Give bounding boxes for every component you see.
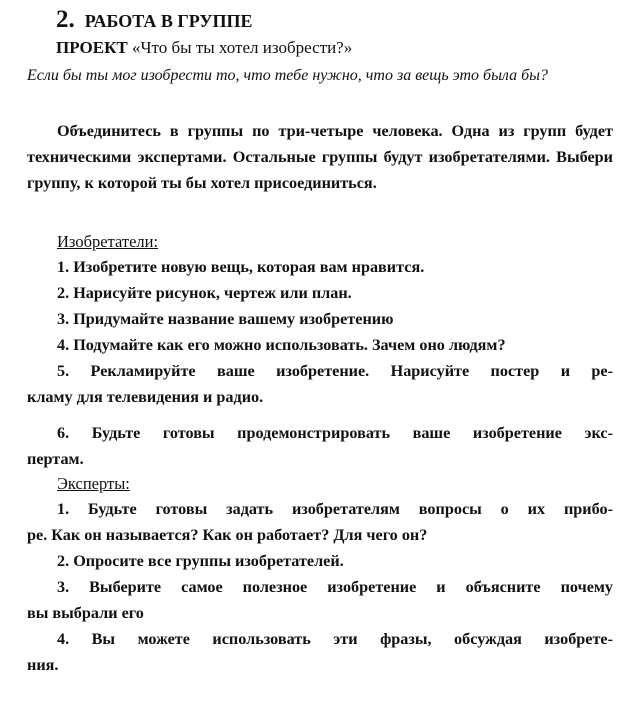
experts-item-continued: ния.	[27, 656, 59, 674]
project-line	[56, 38, 352, 58]
inventors-item: 5. Рекламируйте ваше изобретение. Нарисуйте постер и ре-	[57, 362, 613, 380]
experts-item-continued: вы выбрали его	[27, 604, 144, 622]
section-number: 2.	[56, 6, 75, 33]
experts-item: 3. Выберите самое полезное изобретение и объясните почему	[57, 578, 613, 596]
section-title: РАБОТА В ГРУППЕ	[84, 11, 253, 31]
experts-item: 2. Опросите все группы изобретателей.	[57, 552, 344, 570]
experts-item: 1. Будьте готовы задать изобретателям вопросы о их прибо-	[57, 500, 613, 518]
inventors-item: 6. Будьте готовы продемонстрировать ваше изобретение экс-	[57, 424, 613, 442]
inventors-item: 3. Придумайте название вашему изобретению	[57, 310, 394, 328]
experts-heading: Эксперты:	[57, 474, 130, 493]
intro-paragraph: Объединитесь в группы по три-четыре человека. Одна из групп будет техническими экспертами. Остальные группы будут изобретателями. Выбери группу, к которой ты бы хотел присоединиться.	[27, 122, 613, 192]
project-label: ПРОЕКТ	[56, 38, 128, 57]
inventors-item: 1. Изобретите новую вещь, которая вам нравится.	[57, 258, 425, 276]
inventors-item-continued: кламу для телевидения и радио.	[27, 388, 264, 406]
experts-item: 4. Вы можете использовать эти фразы, обсуждая изобрете-	[57, 630, 613, 648]
inventors-item: 4. Подумайте как его можно использовать. Зачем оно людям?	[57, 336, 506, 354]
experts-item-continued: ре. Как он называется? Как он работает? Для чего он?	[27, 526, 428, 544]
project-topic: «Что бы ты хотел изобрести?»	[132, 38, 353, 57]
guiding-question: Если бы ты мог изобрести то, что тебе нужно, что за вещь это была бы?	[27, 67, 548, 84]
inventors-item-continued: пертам.	[27, 450, 84, 468]
inventors-heading: Изобретатели:	[57, 232, 159, 251]
inventors-item: 2. Нарисуйте рисунок, чертеж или план.	[57, 284, 352, 302]
section-header	[56, 6, 253, 34]
